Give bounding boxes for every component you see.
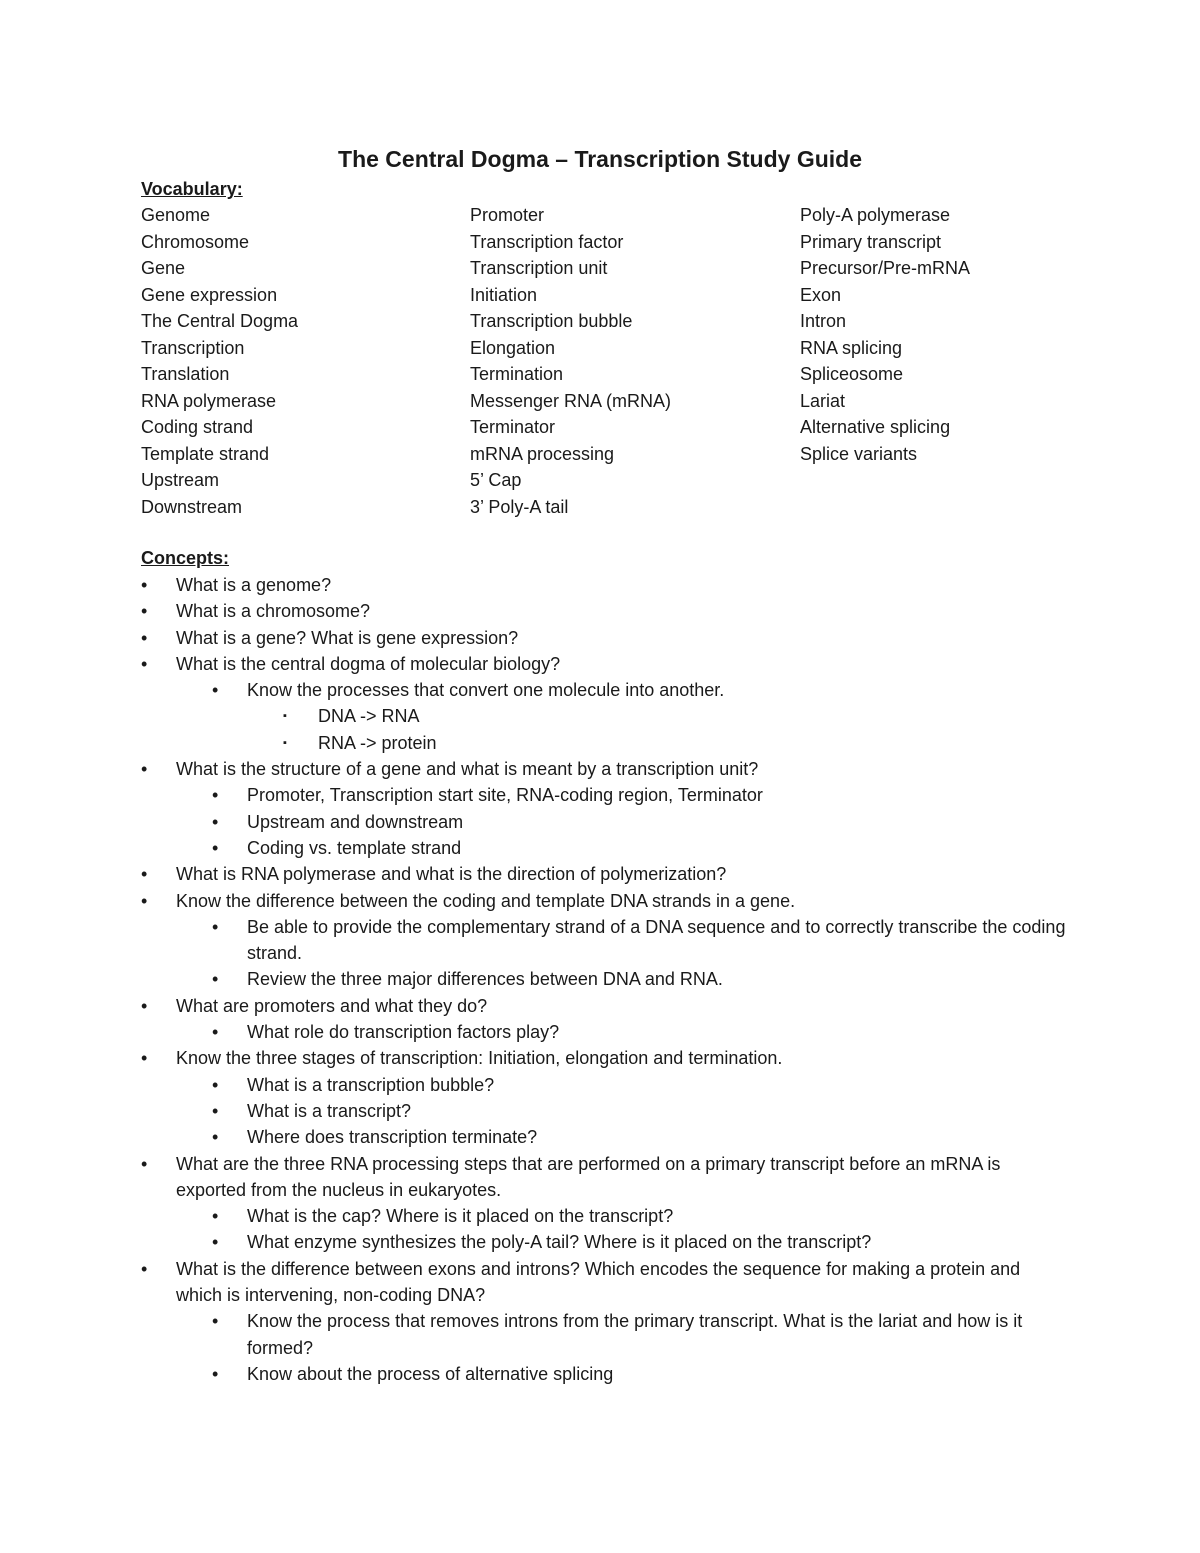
concept-item — [141, 1019, 1071, 1045]
concept-item — [141, 756, 1071, 782]
vocabulary-term: Intron — [800, 311, 847, 331]
vocabulary-term: Alternative splicing — [800, 417, 951, 437]
concept-item — [141, 730, 1071, 756]
bullet-icon: • — [212, 1363, 219, 1384]
vocabulary-term: mRNA processing — [470, 443, 615, 464]
concept-text: What is a transcription bubble? — [247, 1074, 495, 1095]
vocabulary-term: Precursor/Pre-mRNA — [800, 258, 971, 278]
concept-item — [141, 703, 1071, 729]
concept-item — [141, 572, 1071, 598]
vocabulary-term: Termination — [470, 364, 564, 384]
bullet-icon: • — [141, 890, 148, 911]
bullet-icon: • — [212, 969, 219, 990]
vocabulary-term: 5’ Cap — [470, 470, 522, 490]
concept-item — [141, 809, 1071, 835]
bullet-icon: • — [212, 811, 219, 832]
bullet-icon: • — [212, 1206, 219, 1227]
vocabulary-term: Spliceosome — [800, 364, 904, 384]
concept-text: Know about the process of alternative splicing — [247, 1363, 614, 1384]
concept-text: What role do transcription factors play? — [247, 1022, 560, 1043]
vocabulary-term: Primary transcript — [800, 231, 942, 252]
concept-item — [141, 651, 1071, 677]
bullet-icon: • — [141, 995, 148, 1016]
vocabulary-term: Exon — [800, 284, 842, 305]
bullet-icon: • — [212, 837, 219, 858]
concept-item — [141, 1361, 1071, 1387]
vocabulary-term: Elongation — [470, 337, 556, 358]
bullet-icon: • — [212, 785, 219, 806]
vocabulary-term: 3’ Poly-A tail — [470, 496, 569, 517]
vocabulary-term: Promoter — [470, 205, 545, 225]
vocabulary-term: Transcription unit — [470, 258, 608, 278]
bullet-icon: • — [141, 601, 148, 622]
square-bullet-icon: ▪ — [283, 736, 287, 749]
bullet-icon: • — [212, 1074, 219, 1095]
vocabulary-column-1 — [141, 202, 298, 520]
concept-item — [141, 888, 1071, 914]
vocabulary-term: Genome — [141, 205, 211, 225]
bullet-icon: • — [141, 575, 148, 595]
concept-text: What is RNA polymerase and what is the direction of polymerization? — [176, 864, 727, 885]
vocabulary-term: Upstream — [141, 470, 220, 490]
bullet-icon: • — [141, 1153, 148, 1174]
concept-item — [141, 1045, 1071, 1071]
concept-text: What is the structure of a gene and what is meant by a transcription unit? — [176, 759, 759, 780]
vocabulary-term: Template strand — [141, 443, 270, 464]
concept-text: RNA -> protein — [318, 732, 437, 753]
concept-item — [141, 1203, 1071, 1229]
concept-item — [141, 1256, 1071, 1309]
vocabulary-term: Downstream — [141, 496, 243, 517]
concept-item — [141, 861, 1071, 887]
concept-text: Where does transcription terminate? — [247, 1127, 538, 1148]
concept-text: What is a transcript? — [247, 1100, 412, 1121]
vocabulary-term: Coding strand — [141, 417, 254, 437]
concept-text: Be able to provide the complementary strand of a DNA sequence and to correctly transcribe the coding strand. — [247, 916, 1066, 964]
concept-item — [141, 914, 1071, 967]
vocabulary-column-2 — [470, 202, 671, 520]
vocabulary-term: RNA polymerase — [141, 390, 277, 411]
bullet-icon: • — [141, 653, 148, 674]
vocabulary-term: Transcription — [141, 337, 245, 358]
concept-item — [141, 782, 1071, 808]
vocabulary-term: The Central Dogma — [141, 311, 299, 331]
concept-item — [141, 835, 1071, 861]
concept-text: What is the central dogma of molecular biology? — [176, 653, 561, 674]
concept-text: What is a chromosome? — [176, 601, 371, 622]
vocabulary-term: Chromosome — [141, 231, 250, 252]
concept-text: Know the process that removes introns from the primary transcript. What is the lariat and how is it formed? — [247, 1311, 1023, 1358]
bullet-icon: • — [212, 1232, 219, 1253]
concept-item — [141, 677, 1071, 703]
concept-item — [141, 1229, 1071, 1255]
square-bullet-icon: ▪ — [283, 710, 287, 723]
bullet-icon: • — [212, 1022, 219, 1043]
concept-text: What is a gene? What is gene expression? — [176, 627, 519, 648]
vocabulary-term: Terminator — [470, 417, 556, 437]
bullet-icon: • — [141, 1258, 148, 1279]
concept-text: What is the difference between exons and introns? Which encodes the sequence for making a protein and which is intervening, non-coding DNA? — [176, 1258, 1021, 1306]
vocabulary-column-3 — [800, 202, 970, 467]
vocabulary-term: Messenger RNA (mRNA) — [470, 390, 672, 411]
bullet-icon: • — [212, 1311, 219, 1332]
bullet-icon: • — [141, 864, 148, 885]
concept-item — [141, 993, 1071, 1019]
concept-text: What is a genome? — [176, 575, 332, 595]
bullet-icon: • — [212, 1127, 219, 1148]
vocabulary-term: Gene — [141, 258, 186, 278]
concept-text: What are the three RNA processing steps that are performed on a primary transcript before an mRNA is exported from the nucleus in eukaryotes. — [176, 1153, 1001, 1200]
concept-item — [141, 625, 1071, 651]
vocabulary-term: Translation — [141, 364, 230, 384]
concept-text: Know the three stages of transcription: Initiation, elongation and termination. — [176, 1048, 783, 1069]
concept-text: Know the processes that convert one molecule into another. — [247, 680, 725, 701]
concept-text: Upstream and downstream — [247, 811, 464, 832]
concept-item — [141, 1151, 1071, 1204]
vocabulary-term: Initiation — [470, 284, 538, 305]
concept-text: What is the cap? Where is it placed on the transcript? — [247, 1206, 674, 1227]
concept-text: Know the difference between the coding and template DNA strands in a gene. — [176, 890, 796, 911]
bullet-icon: • — [141, 627, 148, 648]
concept-text: What are promoters and what they do? — [176, 995, 488, 1016]
bullet-icon: • — [212, 680, 219, 701]
concepts-list — [141, 572, 1071, 1387]
concept-item — [141, 598, 1071, 624]
vocabulary-term: Gene expression — [141, 284, 278, 305]
vocabulary-term: Poly-A polymerase — [800, 205, 951, 225]
concept-text: Promoter, Transcription start site, RNA-coding region, Terminator — [247, 785, 763, 806]
concept-item — [141, 966, 1071, 992]
bullet-icon: • — [212, 916, 219, 937]
vocabulary-term: RNA splicing — [800, 337, 903, 358]
concept-item — [141, 1124, 1071, 1150]
concept-item — [141, 1308, 1071, 1361]
vocabulary-term: Splice variants — [800, 443, 918, 464]
vocabulary-term: Lariat — [800, 390, 846, 411]
bullet-icon: • — [141, 759, 148, 780]
vocabulary-term: Transcription factor — [470, 231, 624, 252]
vocabulary-term: Transcription bubble — [470, 311, 633, 331]
concept-text: Review the three major differences between DNA and RNA. — [247, 969, 723, 990]
vocabulary-heading: Vocabulary: — [141, 179, 243, 199]
concept-item — [141, 1072, 1071, 1098]
bullet-icon: • — [141, 1048, 148, 1069]
page-title: The Central Dogma – Transcription Study Guide — [338, 146, 862, 172]
concept-text: Coding vs. template strand — [247, 837, 462, 858]
concept-item — [141, 1098, 1071, 1124]
concepts-heading: Concepts: — [141, 548, 230, 568]
bullet-icon: • — [212, 1100, 219, 1121]
concept-text: DNA -> RNA — [318, 706, 420, 727]
concept-text: What enzyme synthesizes the poly-A tail? Where is it placed on the transcript? — [247, 1232, 872, 1253]
